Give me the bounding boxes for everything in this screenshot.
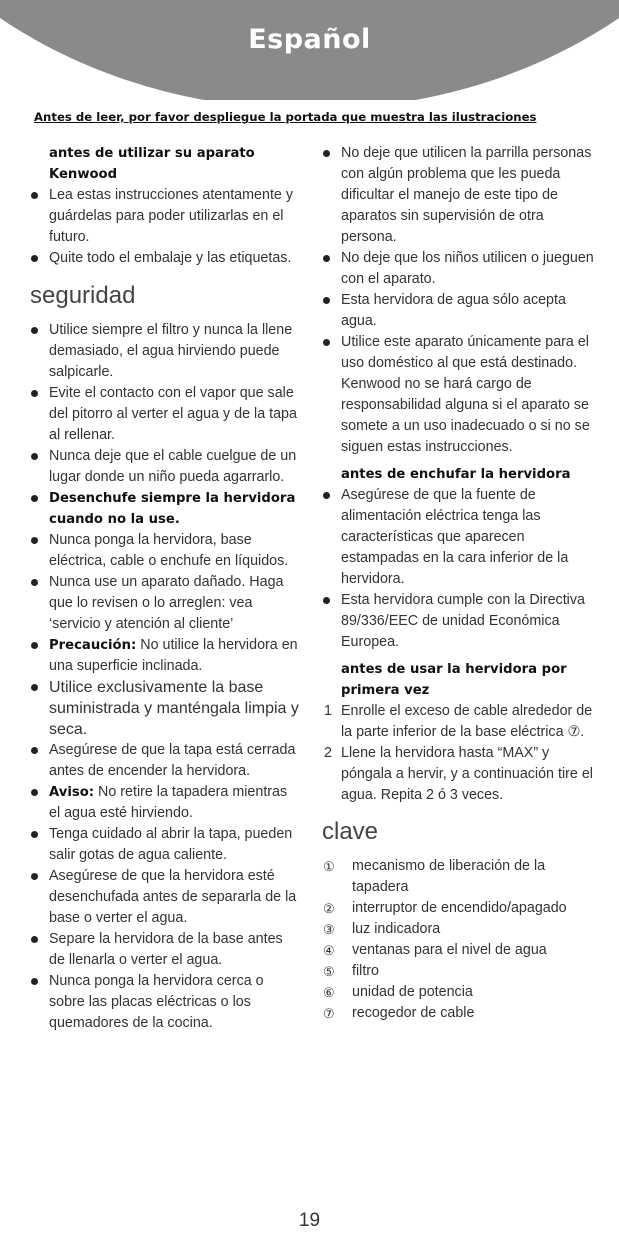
step-text: Enrolle el exceso de cable alrededor de la parte inferior de la base eléctrica ⑦.: [341, 703, 593, 740]
key-number: ①: [323, 859, 335, 874]
list-item: Nunca ponga la hervidora cerca o sobre las placas eléctricas o los quemadores de la cocina.: [30, 971, 300, 1034]
list-item: Nunca use un aparato dañado. Haga que lo revisen o lo arreglen: vea ‘servicio y atención al cliente’: [30, 572, 300, 635]
numbered-step: [322, 743, 594, 806]
key-heading: clave: [322, 818, 379, 845]
list-item: No deje que utilicen la parrilla personas con algún problema que les pueda dificultar el manejo de este tipo de aparatos sin supervisión de otra persona.: [322, 143, 594, 248]
list-item: [30, 782, 300, 824]
key-item: [322, 919, 594, 940]
list-item: Esta hervidora cumple con la Directiva 89/336/EEC de unidad Económica Europea.: [322, 590, 594, 653]
left-column: [30, 143, 300, 1034]
list-item: Quite todo el embalaje y las etiquetas.: [30, 248, 300, 269]
list-item: Tenga cuidado al abrir la tapa, pueden salir gotas de agua caliente.: [30, 824, 300, 866]
list-item-bold: Desenchufe siempre la hervidora cuando no la use.: [30, 488, 300, 530]
page-title: Español: [248, 24, 371, 55]
caution-label: Precaución:: [49, 638, 137, 653]
first-use-heading: antes de usar la hervidora por primera vez: [341, 662, 567, 698]
list-item: Nunca deje que el cable cuelgue de un lugar donde un niño pueda agarrarlo.: [30, 446, 300, 488]
key-item: [322, 1003, 594, 1024]
key-item: [322, 961, 594, 982]
list-item: No deje que los niños utilicen o jueguen con el aparato.: [322, 248, 594, 290]
numbered-step: [322, 701, 594, 743]
key-text: mecanismo de liberación de la tapadera: [352, 858, 546, 895]
list-item: [30, 635, 300, 677]
list-item: Utilice este aparato únicamente para el uso doméstico al que está destinado. Kenwood no se hará cargo de responsabilidad alguna si el aparato se somete a un uso inadecuado o si no se siguen estas instrucciones.: [322, 332, 594, 458]
page-number: 19: [298, 1210, 321, 1231]
key-item: [322, 856, 594, 898]
key-item: [322, 982, 594, 1003]
right-column: [322, 143, 594, 1024]
caution-text: No utilice la hervidora en una superficie inclinada.: [49, 637, 298, 674]
key-number: ③: [323, 922, 335, 937]
key-text: luz indicadora: [352, 921, 441, 937]
instruction-banner: Antes de leer, por favor despliegue la portada que muestra las ilustraciones: [34, 110, 537, 124]
key-item: [322, 898, 594, 919]
key-number: ②: [323, 901, 335, 916]
key-text: recogedor de cable: [352, 1005, 475, 1021]
key-text: unidad de potencia: [352, 984, 473, 1000]
before-use-heading: antes de utilizar su aparato Kenwood: [49, 146, 255, 182]
step-number: 1: [324, 703, 332, 719]
key-number: ⑤: [323, 964, 335, 979]
step-number: 2: [324, 745, 332, 761]
warning-text: No retire la tapadera mientras el agua esté hirviendo.: [49, 784, 288, 821]
key-text: filtro: [352, 963, 380, 979]
key-number: ⑥: [323, 985, 335, 1000]
list-item: Lea estas instrucciones atentamente y guárdelas para poder utilizarlas en el futuro.: [30, 185, 300, 248]
list-item: Evite el contacto con el vapor que sale del pitorro al verter el agua y de la tapa al rellenar.: [30, 383, 300, 446]
key-text: ventanas para el nivel de agua: [352, 942, 547, 958]
safety-heading: seguridad: [30, 282, 136, 309]
key-text: interruptor de encendido/apagado: [352, 900, 567, 916]
list-item: Esta hervidora de agua sólo acepta agua.: [322, 290, 594, 332]
step-text: Llene la hervidora hasta “MAX” y póngala a hervir, y a continuación tire el agua. Repita 2 ó 3 veces.: [341, 745, 593, 803]
list-item: Asegúrese de que la fuente de alimentación eléctrica tenga las características que aparecen estampadas en la cara inferior de la hervidora.: [322, 485, 594, 590]
warning-label: Aviso:: [49, 785, 95, 800]
list-item: Asegúrese de que la tapa está cerrada antes de encender la hervidora.: [30, 740, 300, 782]
key-number: ④: [323, 943, 335, 958]
list-item: Separe la hervidora de la base antes de llenarla o verter el agua.: [30, 929, 300, 971]
list-item: Nunca ponga la hervidora, base eléctrica, cable o enchufe en líquidos.: [30, 530, 300, 572]
key-number: ⑦: [323, 1006, 335, 1021]
list-item: Utilice siempre el filtro y nunca la llene demasiado, el agua hirviendo puede salpicarle.: [30, 320, 300, 383]
list-item: Asegúrese de que la hervidora esté desenchufada antes de separarla de la base o verter el agua.: [30, 866, 300, 929]
list-item-large: Utilice exclusivamente la base suministrada y manténgala limpia y seca.: [30, 677, 300, 740]
key-item: [322, 940, 594, 961]
before-plugging-heading: antes de enchufar la hervidora: [341, 467, 571, 482]
